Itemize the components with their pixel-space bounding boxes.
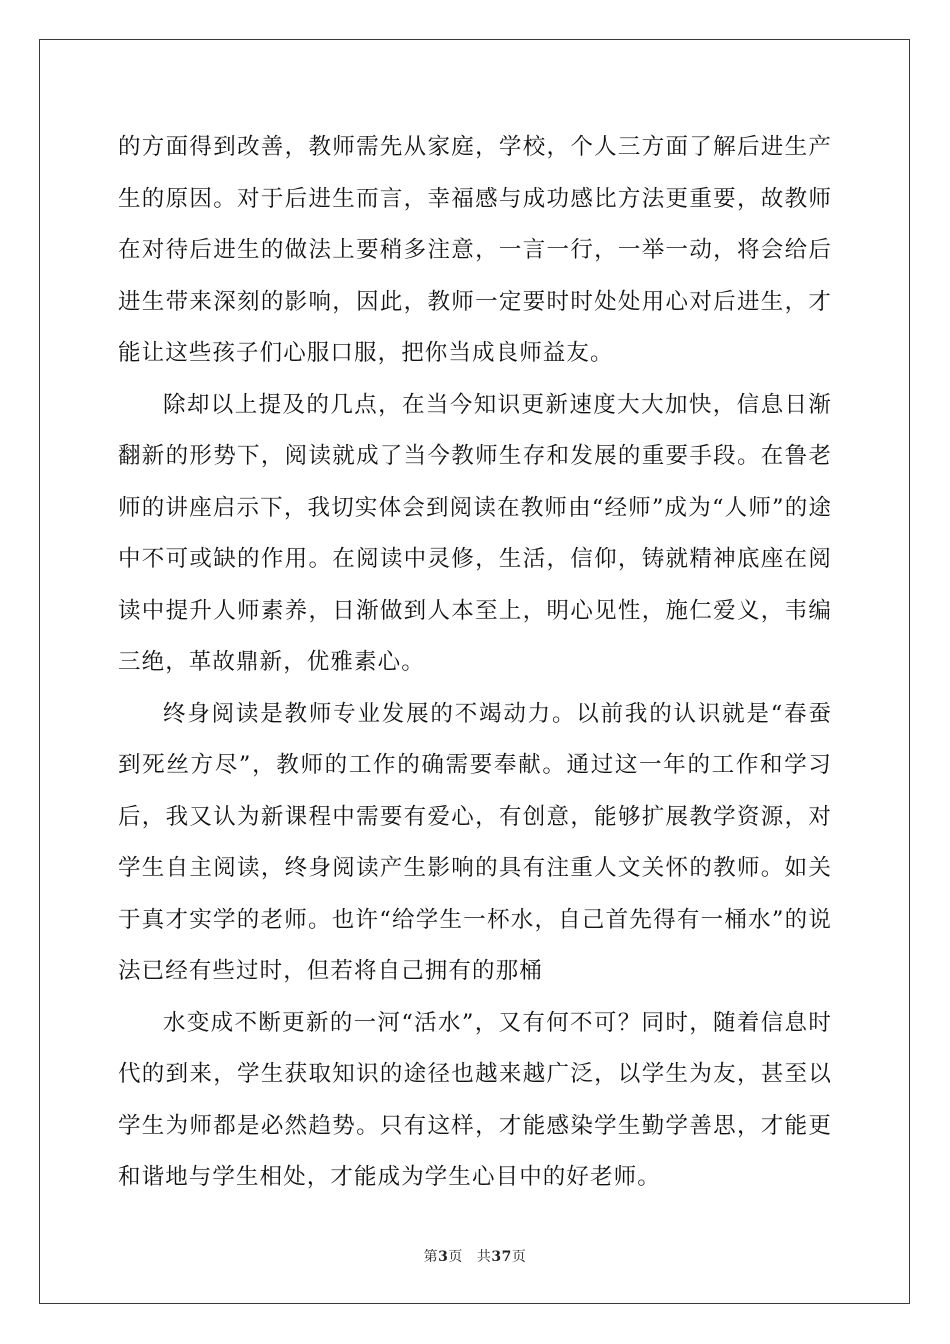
page-suffix: 页 [448, 1249, 463, 1265]
total-prefix: 共 [476, 1249, 492, 1265]
paragraph-3: 终身阅读是教师专业发展的不竭动力。以前我的认识就是“春蚕到死丝方尽”，教师的工作的确需要奉献。通过这一年的工作和学习后，我又认为新课程中需要有爱心，有创意，能够扩展教学资源，对学生自主阅读，终身阅读产生影响的具有注重人文关怀的教师。如关于真才实学的老师。也许“给学生一杯水，自己首先得有一桶水”的说法已经有些过时，但若将自己拥有的那桶 [118, 700, 832, 984]
page-footer [0, 1246, 950, 1266]
paragraph-2: 除却以上提及的几点，在当今知识更新速度大大加快，信息日渐翻新的形势下，阅读就成了当今教师生存和发展的重要手段。在鲁老师的讲座启示下，我切实体会到阅读在教师由“经师”成为“人师”的途中不可或缺的作用。在阅读中灵修，生活，信仰，铸就精神底座在阅读中提升人师素养，日渐做到人本至上，明心见性，施仁爱义，韦编三绝，革故鼎新，优雅素心。 [118, 391, 832, 675]
total-suffix: 页 [511, 1249, 527, 1265]
page-number: 3 [438, 1249, 449, 1265]
paragraph-1: 的方面得到改善，教师需先从家庭，学校，个人三方面了解后进生产生的原因。对于后进生而言，幸福感与成功感比方法更重要，故教师在对待后进生的做法上要稍多注意，一言一行，一举一动，将会给后进生带来深刻的影响，因此，教师一定要时时处处用心对后进生，才能让这些孩子们心服口服，把你当成良师益友。 [118, 134, 832, 366]
total-pages: 37 [491, 1249, 512, 1265]
page-prefix: 第 [423, 1249, 439, 1265]
document-body [118, 122, 832, 1204]
paragraph-4: 水变成不断更新的一河“活水”，又有何不可？同时，随着信息时代的到来，学生获取知识的途径也越来越广泛，以学生为友，甚至以学生为师都是必然趋势。只有这样，才能感染学生勤学善思，才能更和谐地与学生相处，才能成为学生心目中的好老师。 [118, 1009, 832, 1190]
